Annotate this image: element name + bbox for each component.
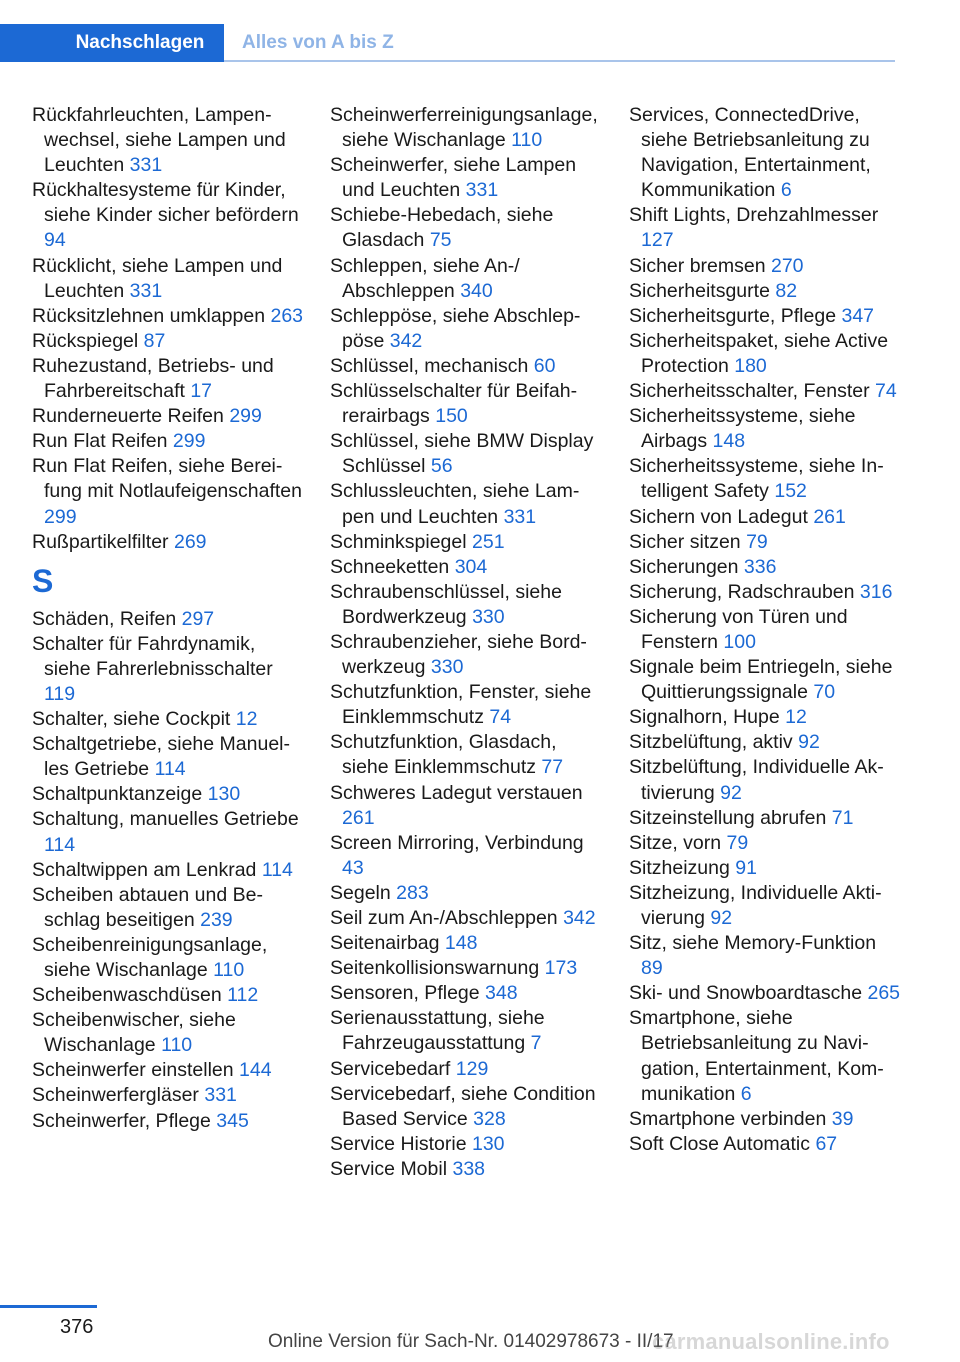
index-entry <box>629 806 901 831</box>
footer-rule <box>0 1305 97 1308</box>
index-entry-text: Rücklicht, siehe Lampen und Leuchten <box>32 254 283 302</box>
index-page-link[interactable]: 39 <box>831 1107 854 1130</box>
index-page-link[interactable]: 6 <box>740 1082 752 1105</box>
index-entry <box>629 655 901 705</box>
index-entry <box>32 883 304 933</box>
index-entry <box>330 981 602 1006</box>
index-entry-text: Servicebedarf, siehe Condition Based Service <box>330 1082 596 1130</box>
index-entry-text: Scheinwerfer, siehe Lampen und Leuchten <box>330 154 577 202</box>
index-entry <box>330 530 602 555</box>
index-entry <box>32 530 304 555</box>
index-entry-text: Service Historie <box>330 1132 467 1155</box>
index-entry <box>330 831 602 881</box>
index-letter-heading: S <box>32 562 54 599</box>
index-entry <box>629 881 901 931</box>
index-entry-text: Schalter für Fahrdynamik, siehe Fahrerlebnisschalter <box>32 632 273 680</box>
index-entry <box>32 983 304 1008</box>
index-entry <box>32 454 304 529</box>
index-entry <box>32 178 304 253</box>
index-page-link[interactable]: 110 <box>213 959 245 981</box>
index-page-link[interactable]: 119 <box>44 682 76 705</box>
index-entry <box>32 858 304 883</box>
index-entry-text: Sitzeinstellung abrufen <box>629 806 827 829</box>
index-entry-text: Service Mobil <box>330 1157 448 1180</box>
index-page-link[interactable]: 331 <box>503 505 537 528</box>
page-number: 376 <box>60 1316 94 1338</box>
index-page-link[interactable]: 71 <box>831 806 854 829</box>
index-entry <box>32 782 304 807</box>
index-entry <box>629 379 901 404</box>
index-entry-text: Scheinwerfer, Pflege <box>32 1109 211 1132</box>
index-page-link[interactable]: 110 <box>511 129 543 152</box>
index-entry <box>330 1006 602 1056</box>
index-entry <box>629 279 901 304</box>
index-page-link[interactable]: 75 <box>429 229 452 252</box>
index-page-link[interactable]: 150 <box>435 405 468 428</box>
index-entry <box>629 755 901 805</box>
index-page-link[interactable]: 297 <box>181 607 215 630</box>
index-entry-text: Sicherheitsschalter, Fenster <box>629 380 870 403</box>
index-entry <box>330 931 602 956</box>
index-entry-text: Ski- und Snowboardtasche <box>629 982 863 1005</box>
index-page-link[interactable]: 152 <box>774 480 807 503</box>
index-page-link[interactable]: 7 <box>530 1032 542 1055</box>
index-entry-text: Seitenkollisionswarnung <box>330 957 540 980</box>
index-page-link[interactable]: 180 <box>734 354 767 377</box>
index-entry-text: Schraubenzieher, siehe Bordwerkzeug <box>330 630 587 679</box>
index-entry <box>32 707 304 732</box>
index-entry-text: Schminkspiegel <box>330 530 467 553</box>
index-entry-text: Schleppöse, siehe Abschleppöse <box>330 304 581 352</box>
index-entry <box>330 103 602 153</box>
index-entry-text: Schraubenschlüssel, siehe Bordwerkzeug <box>330 580 562 628</box>
index-page-link[interactable]: 114 <box>261 858 293 881</box>
index-entry-text: Rußpartikelfilter <box>32 530 169 553</box>
index-page-link[interactable]: 91 <box>735 856 757 879</box>
index-entry-text: Soft Close Automatic <box>629 1132 811 1155</box>
index-page-link[interactable]: 342 <box>389 329 423 352</box>
index-entry-text: Seil zum An-/Abschleppen <box>330 907 558 929</box>
index-entry-text: Sicherungen <box>629 555 739 578</box>
index-page-link[interactable]: 261 <box>342 806 375 829</box>
index-page-link[interactable]: 112 <box>227 984 259 1007</box>
index-entry-text: Signale beim Entriegeln, siehe Quittierungssignale <box>629 656 893 704</box>
index-entry <box>330 956 602 981</box>
index-entry-text: Serienausstattung, siehe Fahrzeugausstattung <box>330 1007 545 1055</box>
index-page-link[interactable]: 92 <box>710 907 733 929</box>
index-entry-text: Run Flat Reifen <box>32 430 168 453</box>
index-entry <box>629 580 901 605</box>
index-page-link[interactable]: 114 <box>154 758 186 781</box>
index-page-link[interactable]: 17 <box>190 380 213 403</box>
index-page-link[interactable]: 299 <box>44 505 77 528</box>
index-entry-text: Sitz, siehe Memory-Funktion <box>629 932 877 955</box>
index-entry <box>32 254 304 304</box>
index-entry <box>629 705 901 730</box>
index-entry <box>330 580 602 630</box>
index-entry <box>629 530 901 555</box>
index-page-link[interactable]: 148 <box>444 932 478 955</box>
index-column-3 <box>629 103 901 1157</box>
index-entry-text: Scheibenreinigungsanlage, siehe Wischanlage <box>32 933 268 981</box>
index-entry <box>629 304 901 329</box>
index-entry-text: Smartphone verbinden <box>629 1107 827 1130</box>
index-entry <box>330 781 602 831</box>
index-entry-text: Sitzheizung, Individuelle Aktivierung <box>629 881 882 929</box>
index-page-link[interactable]: 12 <box>235 708 258 731</box>
index-entry <box>32 429 304 454</box>
index-page-link[interactable]: 265 <box>867 982 901 1005</box>
index-entry-text: Schalter, siehe Cockpit <box>32 708 231 731</box>
index-page-link[interactable]: 331 <box>465 179 499 202</box>
index-page-link[interactable]: 92 <box>720 781 742 804</box>
index-entry <box>330 630 602 680</box>
index-entry-text: Sicherheitssysteme, siehe Intelligent Safety <box>629 455 884 503</box>
index-page-link[interactable]: 130 <box>471 1132 505 1155</box>
index-entry <box>629 856 901 881</box>
index-page-link[interactable]: 100 <box>723 630 756 653</box>
index-entry <box>330 906 602 931</box>
index-entry <box>629 605 901 655</box>
index-entry-text: Scheibenwischer, siehe Wischanlage <box>32 1009 236 1057</box>
index-entry-text: Schäden, Reifen <box>32 607 177 630</box>
index-entry <box>330 479 602 529</box>
index-page-link[interactable]: 56 <box>430 455 453 478</box>
index-entry <box>629 555 901 580</box>
index-entry-text: Schlüssel, mechanisch <box>330 354 529 377</box>
index-page-link[interactable]: 12 <box>785 706 807 729</box>
index-entry-text: Rücksitzlehnen umklappen <box>32 304 266 327</box>
index-page-link[interactable]: 82 <box>775 279 798 302</box>
index-page-link[interactable]: 299 <box>229 405 262 428</box>
index-entry <box>330 203 602 253</box>
index-page-link[interactable]: 304 <box>454 555 488 578</box>
index-entry <box>32 354 304 404</box>
index-entry <box>330 379 602 429</box>
index-entry-text: Ruhezustand, Betriebs- und Fahrbereitschaft <box>32 354 274 403</box>
index-entry <box>330 1057 602 1082</box>
index-entry-text: Runderneuerte Reifen <box>32 405 224 428</box>
index-entry-text: Sitze, vorn <box>629 831 722 854</box>
index-page-link[interactable]: 261 <box>813 505 846 528</box>
index-page-link[interactable]: 342 <box>563 907 596 929</box>
index-entry-text: Sicherheitsgurte <box>629 279 770 302</box>
index-entry-text: Schweres Ladegut verstauen <box>330 781 583 804</box>
index-entry-text: Schlussleuchten, siehe Lampen und Leuchten <box>330 480 580 528</box>
index-entry <box>629 981 901 1006</box>
index-page-link[interactable]: 270 <box>770 254 804 277</box>
index-entry-text: Sensoren, Pflege <box>330 982 480 1005</box>
index-entry-text: Sicher bremsen <box>629 254 766 277</box>
index-entry-text: Scheibenwaschdüsen <box>32 984 222 1007</box>
index-entry <box>330 354 602 379</box>
index-entry-text: Schneeketten <box>330 555 450 578</box>
index-entry <box>330 153 602 203</box>
index-entry <box>330 254 602 304</box>
index-page-link[interactable]: 74 <box>489 706 512 729</box>
index-entry <box>32 607 304 632</box>
index-entry <box>629 831 901 856</box>
index-page-link[interactable]: 340 <box>460 279 493 302</box>
index-entry <box>629 1132 901 1157</box>
index-entry-text: Schleppen, siehe An-/ Abschleppen <box>330 254 520 302</box>
index-entry-text: Segeln <box>330 881 391 904</box>
index-entry <box>32 304 304 329</box>
index-page-link[interactable]: 269 <box>173 530 207 553</box>
index-entry <box>32 807 304 857</box>
index-entry <box>629 730 901 755</box>
index-entry-text: Schutzfunktion, Glasdach, siehe Einklemmschutz <box>330 731 557 779</box>
index-page-link[interactable]: 74 <box>875 380 897 403</box>
index-column-1 <box>32 103 304 1134</box>
header-tab-nachschlagen[interactable]: Nachschlagen <box>0 24 224 62</box>
index-entry <box>32 1008 304 1058</box>
index-entry-text: Sitzheizung <box>629 856 730 879</box>
index-entry-text: Sicher sitzen <box>629 530 741 553</box>
index-entry-text: Services, ConnectedDrive, siehe Betriebsanleitung zu Navigation, Entertainment, Kommunikation <box>629 104 871 202</box>
index-entry <box>32 1109 304 1134</box>
index-entry-text: Schutzfunktion, Fenster, siehe Einklemmschutz <box>330 681 592 729</box>
index-entry-text: Scheinwerferreinigungsanlage, siehe Wischanlage <box>330 104 598 152</box>
index-page-link[interactable]: 347 <box>841 304 875 327</box>
index-entry <box>330 304 602 354</box>
index-page-link[interactable]: 79 <box>746 530 768 553</box>
index-entry-text: Screen Mirroring, Verbindung <box>330 831 584 854</box>
index-entry-text: Rückhaltesysteme für Kinder, siehe Kinder sicher befördern <box>32 179 299 227</box>
index-page-link[interactable]: 130 <box>207 783 241 806</box>
index-entry-text: Rückfahrleuchten, Lampenwechsel, siehe Lampen und Leuchten <box>32 104 286 177</box>
header-tab-alles-von-a-bis-z[interactable]: Alles von A bis Z <box>242 32 394 53</box>
index-page-link[interactable]: 331 <box>129 154 163 177</box>
index-entry <box>330 680 602 730</box>
index-entry <box>32 732 304 782</box>
index-entry-text: Schaltpunktanzeige <box>32 783 203 806</box>
index-entry <box>330 1082 602 1132</box>
index-page-link[interactable]: 345 <box>216 1109 249 1132</box>
index-entry-text: Scheinwerfer einstellen <box>32 1059 234 1082</box>
index-page-link[interactable]: 316 <box>859 580 893 603</box>
index-entry <box>629 203 901 253</box>
index-page-link[interactable]: 43 <box>342 856 364 879</box>
index-entry-text: Scheiben abtauen und Beschlag beseitigen <box>32 883 263 931</box>
index-entry-text: Shift Lights, Drehzahlmesser <box>629 204 879 227</box>
index-page-link[interactable]: 251 <box>472 530 505 553</box>
index-entry-text: Rückspiegel <box>32 329 139 352</box>
index-entry-text: Run Flat Reifen, siehe Bereifung mit Notlaufeigenschaften <box>32 455 302 503</box>
index-page-link[interactable]: 239 <box>200 908 233 931</box>
index-page-link[interactable]: 263 <box>270 304 304 327</box>
index-entry-text: Seitenairbag <box>330 932 440 955</box>
index-entry-text: Smartphone, siehe Betriebsanleitung zu Navigation, Entertainment, Kommunikation <box>629 1007 884 1105</box>
index-page-link[interactable]: 67 <box>815 1132 838 1155</box>
index-entry <box>629 505 901 530</box>
index-page-link[interactable]: 338 <box>452 1157 486 1180</box>
index-page-link[interactable]: 127 <box>641 229 674 252</box>
index-page-link[interactable]: 89 <box>641 957 663 980</box>
index-entry <box>32 632 304 707</box>
index-page-link[interactable]: 331 <box>204 1084 237 1107</box>
index-page-link[interactable]: 92 <box>798 731 820 754</box>
index-page-link[interactable]: 144 <box>239 1059 272 1082</box>
index-page-link[interactable]: 283 <box>396 881 429 904</box>
index-page-link[interactable]: 336 <box>743 555 777 578</box>
index-page-link[interactable]: 79 <box>726 831 749 854</box>
index-entry <box>330 1132 602 1157</box>
index-entry-text: Schaltgetriebe, siehe Manuelles Getriebe <box>32 733 290 781</box>
index-entry <box>330 555 602 580</box>
index-entry <box>32 103 304 178</box>
index-entry <box>32 933 304 983</box>
index-entry-text: Sichern von Ladegut <box>629 505 808 528</box>
index-page-link[interactable]: 87 <box>143 329 166 352</box>
index-page-link[interactable]: 173 <box>544 957 578 980</box>
index-entry <box>32 329 304 354</box>
index-column-2 <box>330 103 602 1182</box>
index-entry <box>629 254 901 279</box>
index-entry-text: Schlüssel, siehe BMW Display Schlüssel <box>330 430 594 478</box>
online-version-note: Online Version für Sach-Nr. 01402978673 - II/17 <box>268 1331 674 1352</box>
header-rule <box>224 60 895 62</box>
index-page-link[interactable]: 328 <box>473 1107 506 1130</box>
index-page-link[interactable]: 330 <box>472 605 505 628</box>
index-entry <box>629 103 901 203</box>
watermark: carmanualsonline.info <box>652 1329 890 1354</box>
index-entry-text: Sicherung, Radschrauben <box>629 580 855 603</box>
index-entry-text: Schaltwippen am Lenkrad <box>32 858 257 881</box>
index-page-link[interactable]: 331 <box>129 279 163 302</box>
index-page-link[interactable]: 129 <box>455 1057 489 1080</box>
index-entry-text: Sicherheitssysteme, siehe Airbags <box>629 405 856 453</box>
index-entry-text: Sicherheitspaket, siehe Active Protection <box>629 329 889 377</box>
index-entry <box>629 931 901 981</box>
index-page-link[interactable]: 70 <box>813 681 836 704</box>
index-page-link[interactable]: 148 <box>712 430 746 453</box>
index-entry <box>629 329 901 379</box>
index-entry-text: Sitzbelüftung, aktiv <box>629 731 793 754</box>
index-entry-text: Schaltung, manuelles Getriebe <box>32 808 299 831</box>
index-entry-text: Sitzbelüftung, Individuelle Aktivierung <box>629 756 884 804</box>
index-entry <box>330 730 602 780</box>
index-entry <box>629 1006 901 1106</box>
index-entry <box>629 404 901 454</box>
index-page-link[interactable]: 60 <box>533 354 556 377</box>
index-entry <box>32 404 304 429</box>
index-entry-text: Schiebe-Hebedach, siehe Glasdach <box>330 204 554 252</box>
index-entry <box>330 429 602 479</box>
index-entry-text: Scheinwerfergläser <box>32 1084 199 1107</box>
index-page-link[interactable]: 330 <box>430 656 464 679</box>
index-entry-text: Signalhorn, Hupe <box>629 706 780 729</box>
index-entry <box>629 454 901 504</box>
index-entry-text: Servicebedarf <box>330 1057 451 1080</box>
index-entry-text: Sicherung von Türen und Fenstern <box>629 605 848 653</box>
index-page-link[interactable]: 110 <box>161 1034 193 1057</box>
index-entry <box>32 1083 304 1108</box>
index-page-link[interactable]: 77 <box>541 756 564 779</box>
index-entry <box>330 881 602 906</box>
index-page-link[interactable]: 299 <box>172 430 206 453</box>
index-entry <box>629 1107 901 1132</box>
index-entry <box>330 1157 602 1182</box>
index-page-link[interactable]: 348 <box>485 982 518 1005</box>
index-entry <box>32 1058 304 1083</box>
index-page-link[interactable]: 6 <box>780 179 792 202</box>
page-header <box>0 24 895 62</box>
index-entry-text: Schlüsselschalter für Beifahrerairbags <box>330 380 578 428</box>
index-page-link[interactable]: 114 <box>44 833 76 856</box>
index-entry-text: Sicherheitsgurte, Pflege <box>629 304 837 327</box>
index-page-link[interactable]: 94 <box>44 229 66 252</box>
